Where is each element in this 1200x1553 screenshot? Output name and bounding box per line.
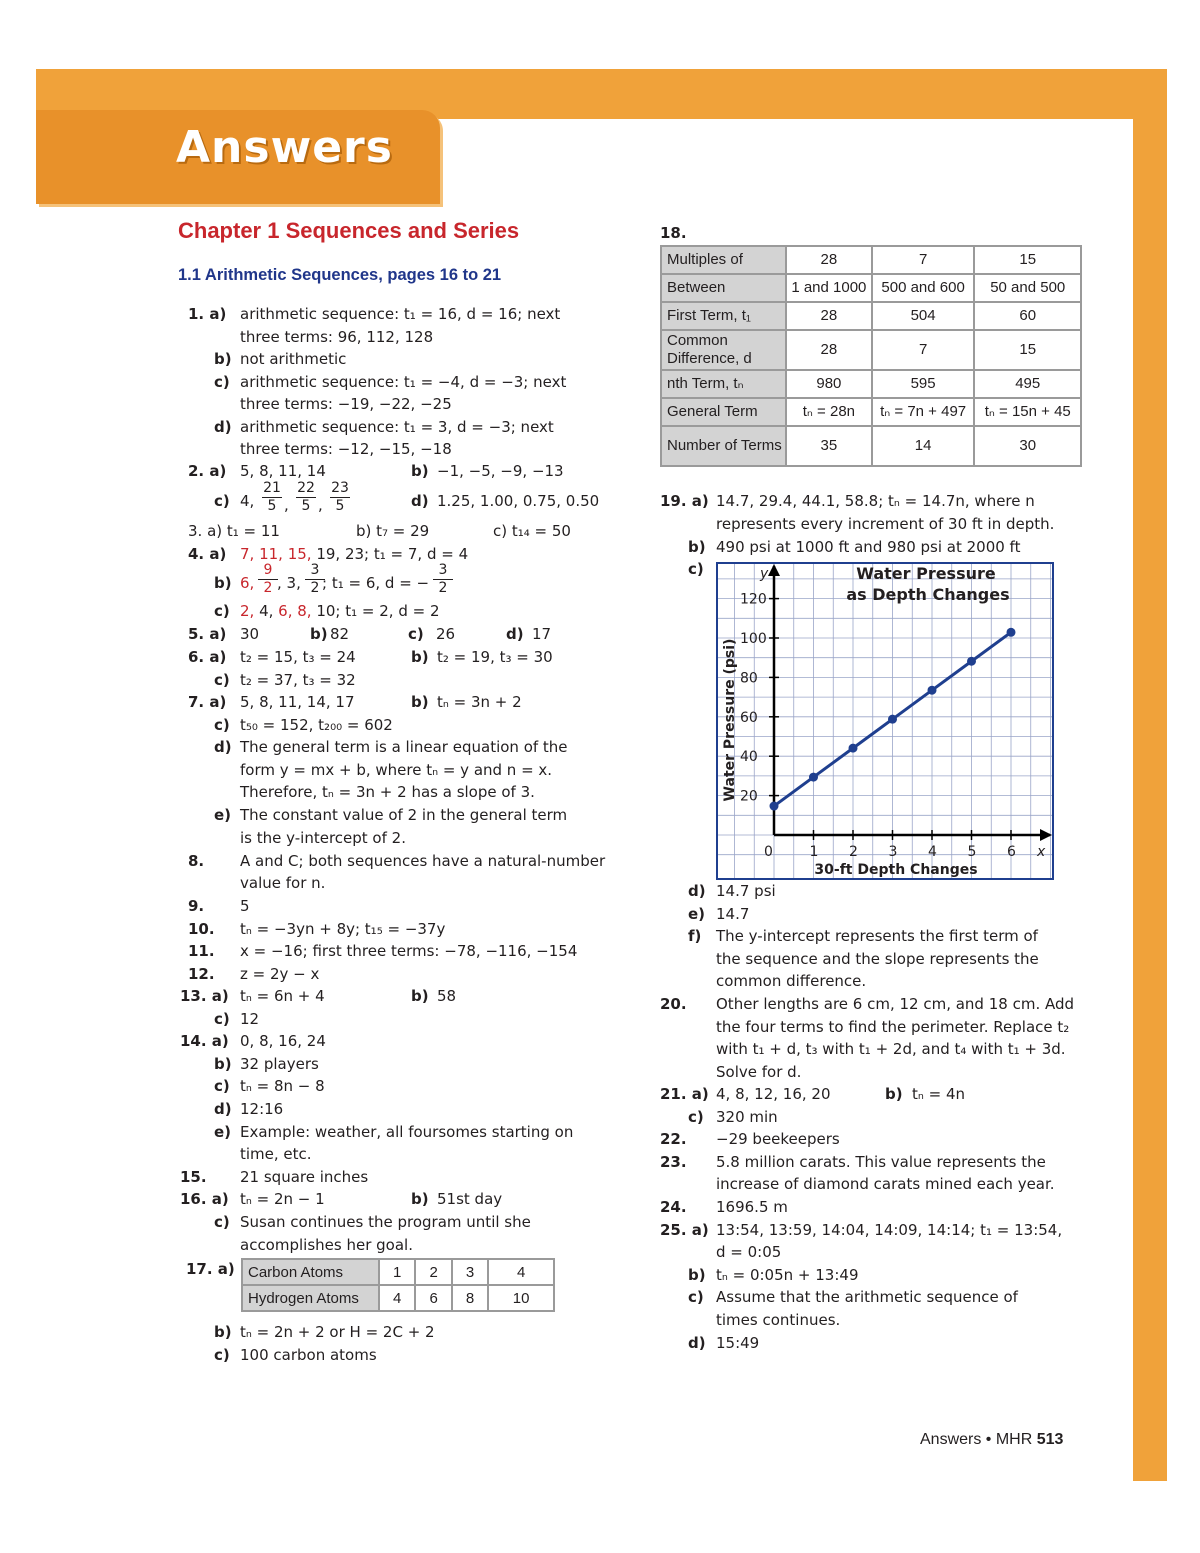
answer-text: Example: weather, all foursomes starting on (240, 1122, 574, 1141)
chapter-title: Chapter 1 Sequences and Series (178, 218, 520, 243)
answer-4a (188, 545, 226, 564)
row-header: Hydrogen Atoms (242, 1285, 379, 1311)
table-cell: 28 (786, 246, 872, 274)
table-row (661, 398, 1081, 426)
answer-text: is the y-intercept of 2. (240, 828, 406, 847)
answer-text: Therefore, tₙ = 3n + 2 has a slope of 3. (240, 783, 535, 802)
answer-text: tₙ = 2n − 1 (240, 1190, 325, 1209)
table-cell: 8 (452, 1285, 488, 1311)
answer-text: arithmetic sequence: t₁ = −4, d = −3; next (240, 372, 567, 391)
answer-label: e) (688, 904, 706, 923)
answer-text: 0, 8, 16, 24 (240, 1032, 326, 1051)
table-cell: 28 (786, 302, 872, 330)
section-title: 1.1 Arithmetic Sequences, pages 16 to 21 (178, 266, 502, 284)
y-axis-title: Water Pressure (psi) (722, 638, 738, 802)
answer-label: b) (214, 1323, 232, 1341)
answer-text: 14.7 (716, 904, 750, 923)
answer-label: d) (688, 1333, 706, 1352)
x-tick-label: 1 (809, 844, 819, 860)
answer-label: c) (214, 1009, 230, 1028)
table-cell: 500 and 600 (872, 274, 975, 302)
x-tick-label: 2 (849, 844, 858, 860)
answer-label: 5. a) (188, 625, 227, 643)
chart-frame (717, 563, 1053, 879)
fraction-denominator: 2 (438, 580, 448, 596)
answer-text: d = 0:05 (716, 1243, 782, 1262)
answer-text: 5, 8, 11, 14 (240, 462, 326, 480)
fraction-numerator: 9 (258, 562, 278, 580)
answer-text: x = −16; first three terms: −78, −116, −154 (240, 942, 578, 961)
answer-text: 490 psi at 1000 ft and 980 psi at 2000 ft (716, 537, 1021, 556)
answer-label: b) (411, 1190, 429, 1209)
table-row (661, 274, 1081, 302)
answer-label: d) (688, 882, 706, 900)
answer-text: t₂ = 19, t₃ = 30 (437, 648, 553, 666)
answer-label: b) (214, 350, 232, 368)
answer-text: t₂ = 15, t₃ = 24 (240, 648, 356, 666)
answer-label: c) (688, 560, 704, 579)
answer-text: 58 (437, 987, 457, 1005)
answer-text: 21 square inches (240, 1167, 369, 1186)
table-row (661, 426, 1081, 466)
answer-label: b) (688, 537, 706, 556)
table-cell: 15 (974, 330, 1081, 370)
fraction (258, 562, 278, 597)
answer-label: b) (411, 693, 429, 711)
answer-label: c) (408, 625, 424, 643)
row-header: Multiples of (661, 246, 786, 274)
fraction (330, 480, 350, 515)
answer-text: represents every increment of 30 ft in depth. (716, 514, 1055, 533)
table-cell: 980 (786, 370, 872, 398)
answer-3b: b) t₇ = 29 (356, 522, 430, 540)
answer-text: Susan continues the program until she (240, 1213, 531, 1231)
data-point (1007, 628, 1016, 637)
fraction-numerator: 21 (263, 480, 281, 496)
table-row (661, 370, 1081, 398)
y-axis-letter: y (760, 566, 769, 582)
answer-label: b) (214, 1054, 232, 1073)
answer-label: 24. (660, 1198, 687, 1216)
answer-text: common difference. (716, 972, 867, 991)
answer-text: 5.8 million carats. This value represents the (716, 1152, 1046, 1171)
answer-label: c) (214, 1077, 230, 1096)
answer-label: 13. a) (180, 987, 229, 1005)
answer-label: b) (688, 1265, 706, 1284)
answer-text: value for n. (240, 874, 326, 893)
answer-text: 100 carbon atoms (240, 1346, 377, 1364)
table-row (661, 302, 1081, 330)
answer-label: 22. (660, 1130, 687, 1149)
x-tick-label: 3 (888, 844, 898, 860)
answer-label: 14. a) (180, 1032, 229, 1051)
answer-text: Other lengths are 6 cm, 12 cm, and 18 cm. Add (716, 995, 1075, 1013)
fraction-comma: , (284, 496, 289, 514)
answer-text: 10; t₁ = 2, d = 2 (311, 602, 440, 620)
answer-3a: 3. a) t₁ = 11 (188, 522, 280, 540)
answer-label: c) (214, 670, 230, 689)
answer-text: tₙ = −3yn + 8y; t₁₅ = −37y (240, 919, 446, 938)
x-tick-label: 0 (764, 844, 773, 860)
answer-text: −29 beekeepers (716, 1130, 840, 1149)
answer-label: 18. (660, 224, 687, 242)
answer-text: 17 (532, 625, 552, 643)
answer-label: 12. (188, 965, 215, 983)
x-axis-title: 30-ft Depth Changes (814, 862, 978, 878)
answer-text: 5, 8, 11, 14, 17 (240, 693, 355, 711)
y-tick-label: 80 (740, 670, 758, 687)
fraction (296, 480, 316, 515)
answer-label: e) (214, 806, 232, 825)
answer-label: 1. a) (188, 305, 227, 323)
answer-text: arithmetic sequence: t₁ = 3, d = −3; next (240, 417, 554, 436)
answer-text: 26 (436, 625, 456, 643)
answer-label: b) (411, 987, 429, 1005)
y-tick-label: 60 (740, 709, 758, 726)
answer-text: Solve for d. (716, 1062, 802, 1081)
answer-label: 11. (188, 942, 215, 961)
answer-text: 1696.5 m (716, 1198, 788, 1216)
answer-text: tₙ = 8n − 8 (240, 1077, 325, 1096)
answer-label: d) (506, 625, 524, 643)
answer-label: d) (214, 417, 232, 436)
fraction-numerator: 23 (331, 480, 349, 496)
answer-text: The y-intercept represents the first term of (716, 927, 1038, 946)
answer-label: c) (214, 372, 230, 391)
table-cell: 504 (872, 302, 975, 330)
table-cell: 7 (872, 330, 975, 370)
answer-text: 82 (330, 625, 350, 643)
answer-label: 6. a) (188, 648, 227, 666)
answer-text: times continues. (716, 1311, 841, 1329)
answer-text: 4, 8, 12, 16, 20 (716, 1085, 831, 1103)
y-tick-label: 120 (740, 591, 767, 608)
answer-label: c) (214, 602, 230, 620)
fraction (433, 562, 453, 597)
answer-2 (188, 462, 226, 481)
answer-label: 17. a) (186, 1260, 235, 1278)
answer-label: c) (214, 1346, 230, 1364)
answer-text: three terms: −19, −22, −25 (240, 395, 452, 413)
table-row (661, 246, 1081, 274)
answer-text: ; t₁ = 6, d = − (322, 574, 430, 592)
highlight-text: 6, (240, 574, 255, 592)
footer-text: Answers • MHR (920, 1431, 1033, 1448)
answer-text: 14.7 psi (716, 882, 776, 900)
answer-text: 320 min (716, 1107, 778, 1126)
fraction-numerator: 3 (433, 562, 453, 580)
answer-text: form y = mx + b, where tₙ = y and n = x. (240, 760, 553, 779)
answer-label: 9. (188, 896, 205, 915)
y-tick-label: 40 (740, 749, 758, 766)
row-header: Carbon Atoms (242, 1259, 379, 1285)
y-tick-label: 20 (740, 788, 758, 805)
answer-text: 5 (240, 896, 250, 915)
table-cell: 1 and 1000 (786, 274, 872, 302)
answer-label: f) (688, 927, 702, 946)
table-cell: 60 (974, 302, 1081, 330)
answer-text: 15:49 (716, 1333, 760, 1352)
answer-text: 32 players (240, 1054, 319, 1073)
fraction-denominator: 5 (335, 498, 345, 514)
answer-text: A and C; both sequences have a natural-number (240, 851, 606, 870)
answer-label: 21. a) (660, 1085, 709, 1103)
answer-label: b) (411, 648, 429, 666)
answer-label: d) (214, 1100, 232, 1118)
data-point (809, 773, 818, 782)
fraction-comma: , (318, 496, 323, 514)
answer-label: 15. (180, 1167, 207, 1186)
answer-text: z = 2y − x (240, 965, 320, 983)
answer-text: with t₁ + d, t₃ with t₁ + 2d, and t₄ with t₁ + 3d. (716, 1040, 1066, 1059)
table-cell: tₙ = 15n + 45 (974, 398, 1081, 426)
table-cell: 595 (872, 370, 975, 398)
table-row (661, 330, 1081, 370)
answer-label: c) (214, 1213, 230, 1231)
fraction-denominator: 5 (301, 498, 311, 514)
table-cell: 6 (415, 1285, 451, 1311)
data-point (849, 744, 858, 753)
answer-text: 1.25, 1.00, 0.75, 0.50 (437, 492, 600, 510)
table-cell: tₙ = 28n (786, 398, 872, 426)
table-cell: 495 (974, 370, 1081, 398)
data-point (888, 715, 897, 724)
table-cell: 50 and 500 (974, 274, 1081, 302)
fraction-numerator: 3 (305, 562, 325, 580)
answer-text: three terms: −12, −15, −18 (240, 440, 452, 458)
answer-text: 12 (240, 1009, 260, 1028)
answer-label: 19. a) (660, 492, 709, 510)
fraction-numerator: 22 (297, 480, 315, 496)
multiples-table (660, 245, 1082, 467)
highlight-text: 6, 8, (273, 602, 312, 620)
answer-text: tₙ = 3n + 2 (437, 693, 522, 711)
answer-text: 4, (240, 492, 255, 510)
row-header: First Term, t₁ (661, 302, 786, 330)
fraction (262, 480, 282, 515)
chart-title: as Depth Changes (846, 585, 1010, 604)
table-cell: 4 (488, 1259, 554, 1285)
x-tick-label: 4 (928, 844, 937, 860)
row-header: nth Term, tₙ (661, 370, 786, 398)
answer-label: 2. a) (188, 462, 227, 480)
table-cell: 14 (872, 426, 975, 466)
x-axis-letter: x (1037, 844, 1046, 860)
table-cell: 2 (415, 1259, 451, 1285)
answer-label: 23. (660, 1152, 687, 1171)
answer-3c: c) t₁₄ = 50 (493, 522, 571, 540)
answer-text: the four terms to find the perimeter. Replace t₂ (716, 1017, 1070, 1036)
answer-text (240, 602, 440, 621)
answer-text: 51st day (437, 1190, 503, 1209)
x-tick-label: 5 (967, 844, 977, 860)
chart-title: Water Pressure (856, 564, 996, 583)
page-footer (920, 1431, 1063, 1449)
answer-label: b) (885, 1085, 903, 1103)
fraction-denominator: 2 (263, 580, 273, 596)
answer-text: arithmetic sequence: t₁ = 16, d = 16; next (240, 305, 561, 323)
y-tick-label: 100 (740, 631, 767, 647)
row-header: Number of Terms (661, 426, 786, 466)
page-title: Answers (176, 122, 393, 173)
answer-label: d) (214, 738, 232, 756)
table-cell: 28 (786, 330, 872, 370)
x-tick-label: 6 (1007, 844, 1016, 860)
answer-label: b) (214, 574, 232, 592)
table-cell: 1 (379, 1259, 415, 1285)
table-cell: 4 (379, 1285, 415, 1311)
data-point (928, 686, 937, 695)
answer-label: c) (214, 492, 230, 510)
answer-text: , 3, (277, 574, 301, 592)
answer-label: c) (214, 715, 230, 734)
table-cell: 35 (786, 426, 872, 466)
fraction-denominator: 2 (310, 580, 320, 596)
answer-text: accomplishes her goal. (240, 1235, 413, 1254)
table-cell: 15 (974, 246, 1081, 274)
row-header: General Term (661, 398, 786, 426)
margin-bar (1133, 119, 1167, 1481)
answer-label: 20. (660, 995, 687, 1013)
answer-text: 13:54, 13:59, 14:04, 14:09, 14:14; t₁ = 13:54, (716, 1220, 1063, 1239)
answer-text: not arithmetic (240, 350, 347, 368)
answer-label: 16. a) (180, 1190, 229, 1209)
data-point (770, 802, 779, 811)
table-cell: 10 (488, 1285, 554, 1311)
answer-label: e) (214, 1122, 232, 1141)
answer-label: 7. a) (188, 693, 227, 711)
table-row (242, 1259, 554, 1285)
answer-label: 25. a) (660, 1220, 709, 1239)
answer-text: time, etc. (240, 1145, 312, 1164)
answer-label: d) (411, 492, 429, 510)
answer-text: tₙ = 4n (912, 1085, 966, 1103)
answer-text: t₂ = 37, t₃ = 32 (240, 670, 356, 689)
answer-text: the sequence and the slope represents the (716, 949, 1039, 968)
table-cell: 7 (872, 246, 975, 274)
answer-label: c) (688, 1288, 704, 1307)
highlight-text: 7, 11, 15, (240, 545, 312, 563)
answer-label: 10. (188, 919, 215, 938)
answer-text: tₙ = 2n + 2 or H = 2C + 2 (240, 1323, 435, 1341)
carbon-hydrogen-table (241, 1258, 555, 1312)
answer-text: Assume that the arithmetic sequence of (716, 1288, 1018, 1307)
answer-text: The general term is a linear equation of the (240, 738, 568, 756)
answer-label: b) (310, 625, 328, 643)
answer-text: 14.7, 29.4, 44.1, 58.8; tₙ = 14.7n, where n (716, 492, 1035, 510)
highlight-text: 2, (240, 602, 255, 620)
answer-text: t₅₀ = 152, t₂₀₀ = 602 (240, 715, 393, 734)
answer-text: tₙ = 0:05n + 13:49 (716, 1265, 859, 1284)
answer-text: 12:16 (240, 1100, 284, 1118)
answer-text: increase of diamond carats mined each year. (716, 1175, 1055, 1194)
page-number: 513 (1036, 1431, 1064, 1448)
answer-label: c) (688, 1107, 704, 1126)
answer-label: 4. a) (188, 545, 227, 563)
answer-text: 4, (254, 602, 274, 620)
row-header: Common Difference, d (661, 330, 786, 370)
table-cell: tₙ = 7n + 497 (872, 398, 975, 426)
water-pressure-chart (716, 562, 1054, 880)
row-header: Between (661, 274, 786, 302)
answer-label: 8. (188, 851, 205, 870)
answer-text: −1, −5, −9, −13 (437, 462, 564, 480)
table-cell: 30 (974, 426, 1081, 466)
fraction-denominator: 5 (267, 498, 277, 514)
answer-text: The constant value of 2 in the general term (240, 806, 568, 825)
table-row (242, 1285, 554, 1311)
answer-text: tₙ = 6n + 4 (240, 987, 325, 1005)
answer-text: 19, 23; t₁ = 7, d = 4 (311, 545, 469, 563)
table-cell: 3 (452, 1259, 488, 1285)
answer-text: 30 (240, 625, 260, 643)
data-point (967, 657, 976, 666)
answer-text: three terms: 96, 112, 128 (240, 327, 434, 346)
answer-label: b) (411, 462, 429, 480)
